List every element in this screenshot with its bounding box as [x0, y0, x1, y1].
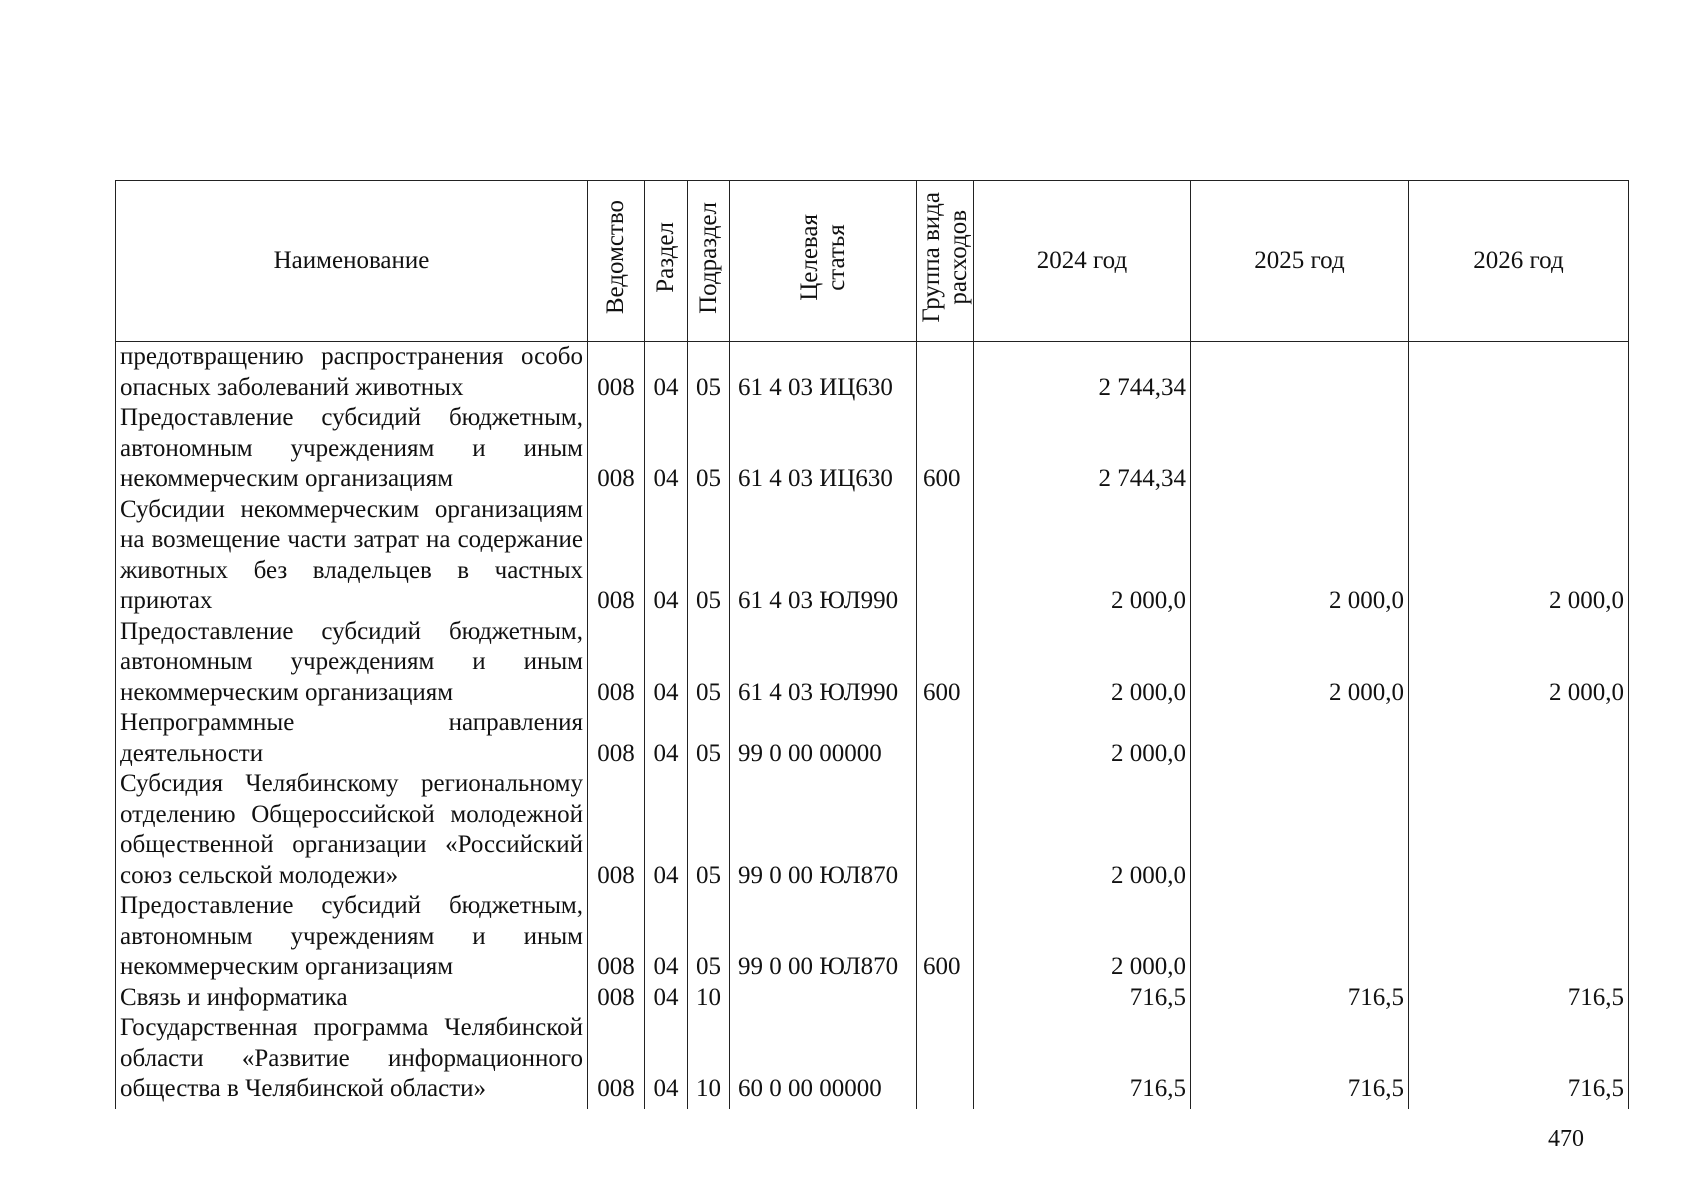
row-section: 04: [645, 495, 688, 617]
row-department: 008: [588, 403, 645, 495]
row-expense-group: 600: [917, 891, 974, 983]
row-subsection: 10: [688, 983, 730, 1014]
row-subsection: 10: [688, 1013, 730, 1109]
table-row: [116, 495, 1629, 617]
row-amount-2024: 2 744,34: [974, 342, 1191, 404]
row-department: 008: [588, 342, 645, 404]
row-amount-2025: 716,5: [1191, 1013, 1409, 1109]
row-subsection: 05: [688, 769, 730, 891]
row-name: Субсидии некоммерческим организациям на возмещение части затрат на содержание животных без владельцев в частных приютах: [116, 495, 588, 617]
budget-table-container: [115, 180, 1628, 1109]
row-amount-2024: 2 000,0: [974, 708, 1191, 769]
budget-table: [115, 180, 1629, 1109]
row-subsection: 05: [688, 403, 730, 495]
row-department: 008: [588, 1013, 645, 1109]
row-department: 008: [588, 983, 645, 1014]
row-section: 04: [645, 708, 688, 769]
table-row: [116, 983, 1629, 1014]
row-subsection: 05: [688, 617, 730, 709]
table-row: [116, 769, 1629, 891]
header-subsection: Подраздел: [688, 181, 730, 342]
row-amount-2026: [1409, 708, 1629, 769]
row-target-article: 99 0 00 ЮЛ870: [730, 891, 917, 983]
row-amount-2026: [1409, 342, 1629, 404]
row-amount-2024: 716,5: [974, 983, 1191, 1014]
row-name: Непрограммные направления деятельности: [116, 708, 588, 769]
row-amount-2025: [1191, 891, 1409, 983]
row-subsection: 05: [688, 708, 730, 769]
header-2025: 2025 год: [1191, 181, 1409, 342]
row-amount-2025: [1191, 342, 1409, 404]
row-amount-2025: [1191, 708, 1409, 769]
row-expense-group: [917, 708, 974, 769]
row-subsection: 05: [688, 891, 730, 983]
row-expense-group: [917, 495, 974, 617]
row-amount-2024: 2 744,34: [974, 403, 1191, 495]
header-department: Ведомство: [588, 181, 645, 342]
row-target-article: 61 4 03 ЮЛ990: [730, 617, 917, 709]
row-amount-2024: 2 000,0: [974, 891, 1191, 983]
row-amount-2025: 716,5: [1191, 983, 1409, 1014]
row-department: 008: [588, 495, 645, 617]
row-target-article: [730, 983, 917, 1014]
row-name: Государственная программа Челябинской области «Развитие информационного общества в Челябинской области»: [116, 1013, 588, 1109]
row-name: Предоставление субсидий бюджетным, автономным учреждениям и иным некоммерческим организациям: [116, 403, 588, 495]
row-amount-2024: 2 000,0: [974, 617, 1191, 709]
table-row: [116, 891, 1629, 983]
row-name: Субсидия Челябинскому региональному отделению Общероссийской молодежной общественной организации «Российский союз сельской молодежи»: [116, 769, 588, 891]
row-amount-2026: [1409, 891, 1629, 983]
row-target-article: 61 4 03 ИЦ630: [730, 403, 917, 495]
table-row: [116, 708, 1629, 769]
table-row: [116, 617, 1629, 709]
row-name: предотвращению распространения особо опасных заболеваний животных: [116, 342, 588, 404]
row-target-article: 61 4 03 ЮЛ990: [730, 495, 917, 617]
row-expense-group: [917, 1013, 974, 1109]
row-name: Предоставление субсидий бюджетным, автономным учреждениям и иным некоммерческим организациям: [116, 891, 588, 983]
row-amount-2025: [1191, 769, 1409, 891]
header-section: Раздел: [645, 181, 688, 342]
row-target-article: 99 0 00 ЮЛ870: [730, 769, 917, 891]
header-expense-group: Группа вида расходов: [917, 181, 974, 342]
row-department: 008: [588, 617, 645, 709]
table-row: [116, 342, 1629, 404]
row-amount-2025: 2 000,0: [1191, 617, 1409, 709]
header-target-article: Целевая статья: [730, 181, 917, 342]
row-target-article: 99 0 00 00000: [730, 708, 917, 769]
row-department: 008: [588, 769, 645, 891]
row-name: Предоставление субсидий бюджетным, автономным учреждениям и иным некоммерческим организациям: [116, 617, 588, 709]
row-expense-group: 600: [917, 617, 974, 709]
row-expense-group: [917, 342, 974, 404]
row-name: Связь и информатика: [116, 983, 588, 1014]
row-department: 008: [588, 708, 645, 769]
row-subsection: 05: [688, 495, 730, 617]
row-amount-2024: 2 000,0: [974, 495, 1191, 617]
table-row: [116, 1013, 1629, 1109]
row-amount-2026: 2 000,0: [1409, 617, 1629, 709]
table-header-row: [116, 181, 1629, 342]
row-amount-2026: [1409, 403, 1629, 495]
row-expense-group: 600: [917, 403, 974, 495]
row-section: 04: [645, 342, 688, 404]
row-section: 04: [645, 983, 688, 1014]
header-2024: 2024 год: [974, 181, 1191, 342]
row-target-article: 61 4 03 ИЦ630: [730, 342, 917, 404]
row-amount-2025: 2 000,0: [1191, 495, 1409, 617]
row-amount-2024: 2 000,0: [974, 769, 1191, 891]
row-target-article: 60 0 00 00000: [730, 1013, 917, 1109]
row-section: 04: [645, 891, 688, 983]
page-number: 470: [1548, 1126, 1584, 1152]
row-amount-2026: 716,5: [1409, 1013, 1629, 1109]
row-amount-2025: [1191, 403, 1409, 495]
table-row: [116, 403, 1629, 495]
row-department: 008: [588, 891, 645, 983]
header-2026: 2026 год: [1409, 181, 1629, 342]
row-expense-group: [917, 983, 974, 1014]
row-section: 04: [645, 403, 688, 495]
row-amount-2026: 716,5: [1409, 983, 1629, 1014]
row-section: 04: [645, 1013, 688, 1109]
row-subsection: 05: [688, 342, 730, 404]
row-amount-2024: 716,5: [974, 1013, 1191, 1109]
row-section: 04: [645, 769, 688, 891]
header-name: Наименование: [116, 181, 588, 342]
row-amount-2026: 2 000,0: [1409, 495, 1629, 617]
row-expense-group: [917, 769, 974, 891]
row-amount-2026: [1409, 769, 1629, 891]
row-section: 04: [645, 617, 688, 709]
